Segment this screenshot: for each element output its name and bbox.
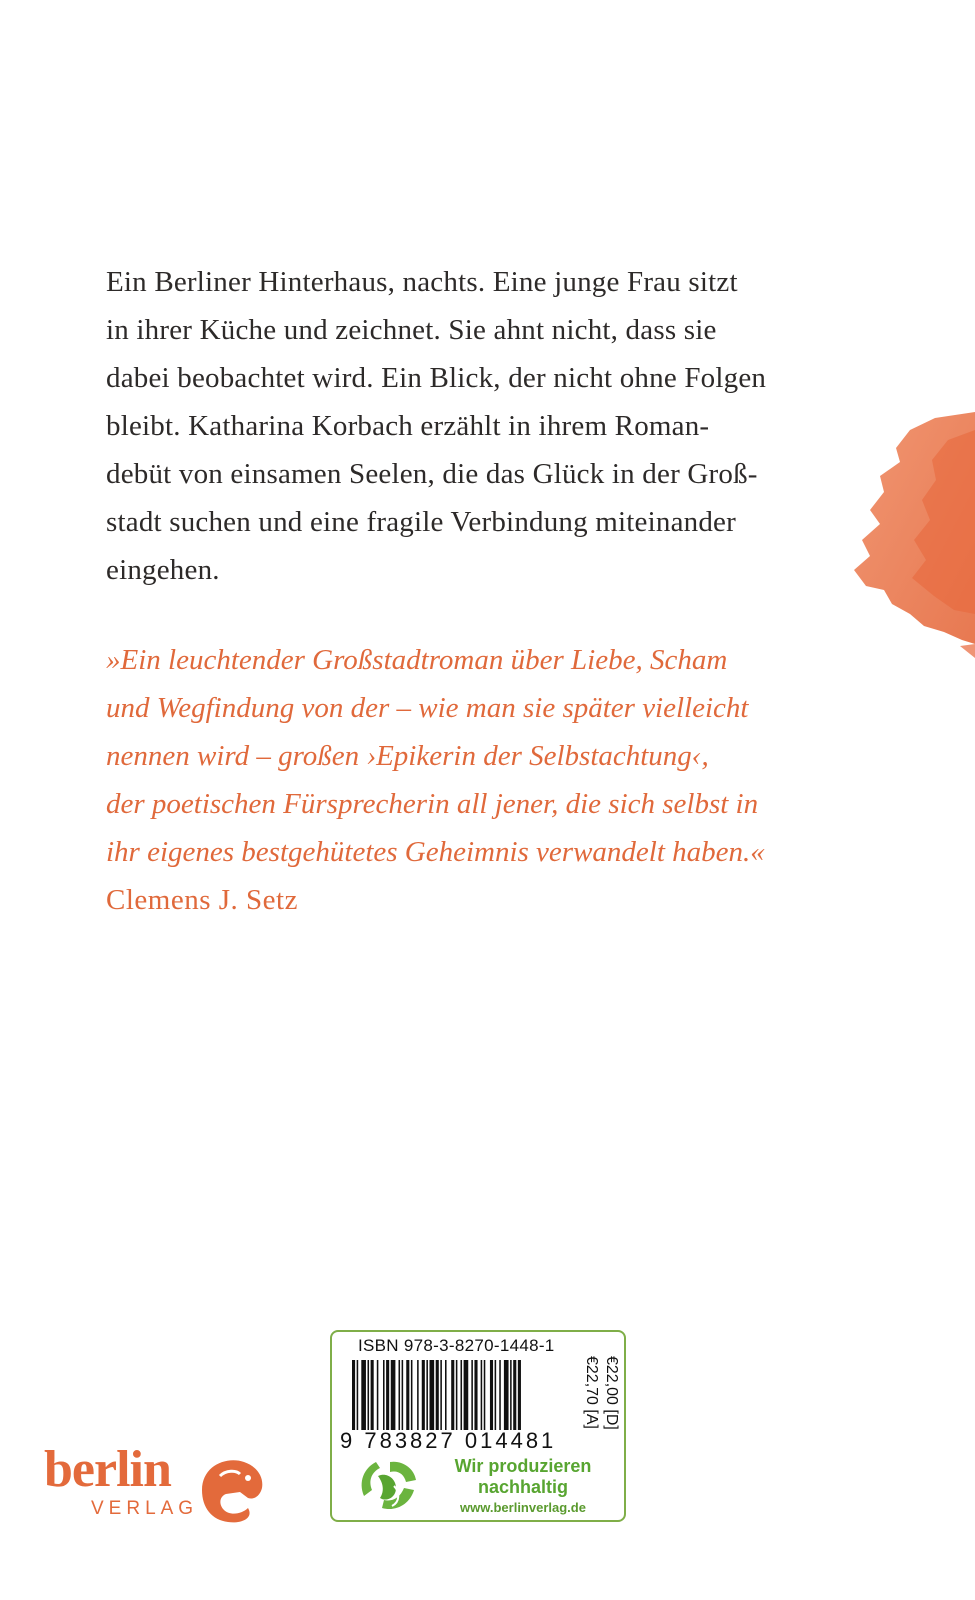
blurb-line: stadt suchen und eine fragile Verbindung miteinander: [106, 506, 736, 538]
barcode-bar: [474, 1360, 477, 1430]
barcode-bar: [383, 1360, 385, 1430]
price-at: €22,70 [A]: [583, 1356, 600, 1429]
eco-line-2: nachhaltig: [477, 1477, 568, 1497]
isbn-label: ISBN 978-3-8270-1448-1: [358, 1336, 555, 1355]
barcode-bar: [445, 1360, 447, 1430]
barcode-bar: [426, 1360, 428, 1430]
bear-icon: [196, 1452, 266, 1524]
barcode-bar: [456, 1360, 458, 1430]
barcode-bar: [391, 1360, 396, 1430]
eco-claim: [438, 1456, 608, 1518]
quote-line: nennen wird – großen ›Epikerin der Selbstachtung‹,: [106, 740, 709, 772]
barcode-bar: [417, 1360, 419, 1430]
berlin-verlag-logo: [44, 1440, 274, 1530]
ean-number: 9 783827 014481: [340, 1428, 557, 1453]
barcode-bar: [495, 1360, 497, 1430]
barcode-bar: [422, 1360, 425, 1430]
quote-line: ihr eigenes bestgehütetes Geheimnis verwandelt haben.«: [106, 836, 765, 868]
quote-line: der poetischen Fürsprecherin all jener, die sich selbst in: [106, 788, 759, 820]
barcode-bar: [504, 1360, 509, 1430]
barcode-bar: [352, 1360, 355, 1430]
barcode-bar: [377, 1360, 379, 1430]
barcode-bar: [399, 1360, 401, 1430]
barcode-bar: [371, 1360, 374, 1430]
price-block: [580, 1354, 626, 1438]
logo-subtitle: VERLAG: [91, 1498, 199, 1519]
quote-author: Clemens J. Setz: [106, 884, 298, 916]
barcode-bar: [402, 1360, 404, 1430]
blurb-line: in ihrer Küche und zeichnet. Sie ahnt nicht, dass sie: [106, 314, 717, 346]
barcode-bar: [518, 1360, 521, 1430]
eco-line-1: Wir produzieren: [454, 1456, 592, 1476]
recycle-leaf-icon: [356, 1458, 420, 1514]
barcode-bar: [510, 1360, 512, 1430]
publisher-url: www.berlinverlag.de: [460, 1500, 586, 1515]
blurb-line: bleibt. Katharina Korbach erzählt in ihrem Roman-: [106, 410, 710, 442]
barcode-bar: [484, 1360, 486, 1430]
barcode-bar: [440, 1360, 442, 1430]
barcode-bar: [436, 1360, 439, 1430]
barcode-bar: [464, 1360, 469, 1430]
barcode-bar: [471, 1360, 473, 1430]
barcode-panel: [330, 1330, 626, 1522]
barcode-bar: [411, 1360, 413, 1430]
barcode-bar: [406, 1360, 409, 1430]
barcode-bar: [499, 1360, 501, 1430]
barcode-bar: [430, 1360, 435, 1430]
barcode-bar: [461, 1360, 463, 1430]
barcode-bar: [451, 1360, 454, 1430]
barcode-bar: [368, 1360, 370, 1430]
barcode-icon: [352, 1360, 578, 1430]
blurb-line: Ein Berliner Hinterhaus, nachts. Eine junge Frau sitzt: [106, 266, 738, 298]
barcode-bar: [513, 1360, 516, 1430]
logo-wordmark: berlin: [44, 1441, 171, 1498]
quote-line: »Ein leuchtender Großstadtroman über Liebe, Scham: [106, 644, 728, 676]
barcode-bar: [357, 1360, 359, 1430]
watercolor-splash: [840, 400, 975, 670]
blurb-text: [106, 258, 866, 594]
barcode-bar: [386, 1360, 389, 1430]
blurb-line: debüt von einsamen Seelen, die das Glück in der Groß-: [106, 458, 758, 490]
price-de: €22,00 [D]: [603, 1356, 620, 1430]
barcode-bar: [490, 1360, 493, 1430]
quote-line: und Wegfindung von der – wie man sie später vielleicht: [106, 692, 749, 724]
blurb-line: dabei beobachtet wird. Ein Blick, der nicht ohne Folgen: [106, 362, 767, 394]
barcode-bar: [361, 1360, 366, 1430]
blurb-line: eingehen.: [106, 554, 220, 586]
barcode-bar: [481, 1360, 483, 1430]
review-quote: [106, 636, 886, 924]
